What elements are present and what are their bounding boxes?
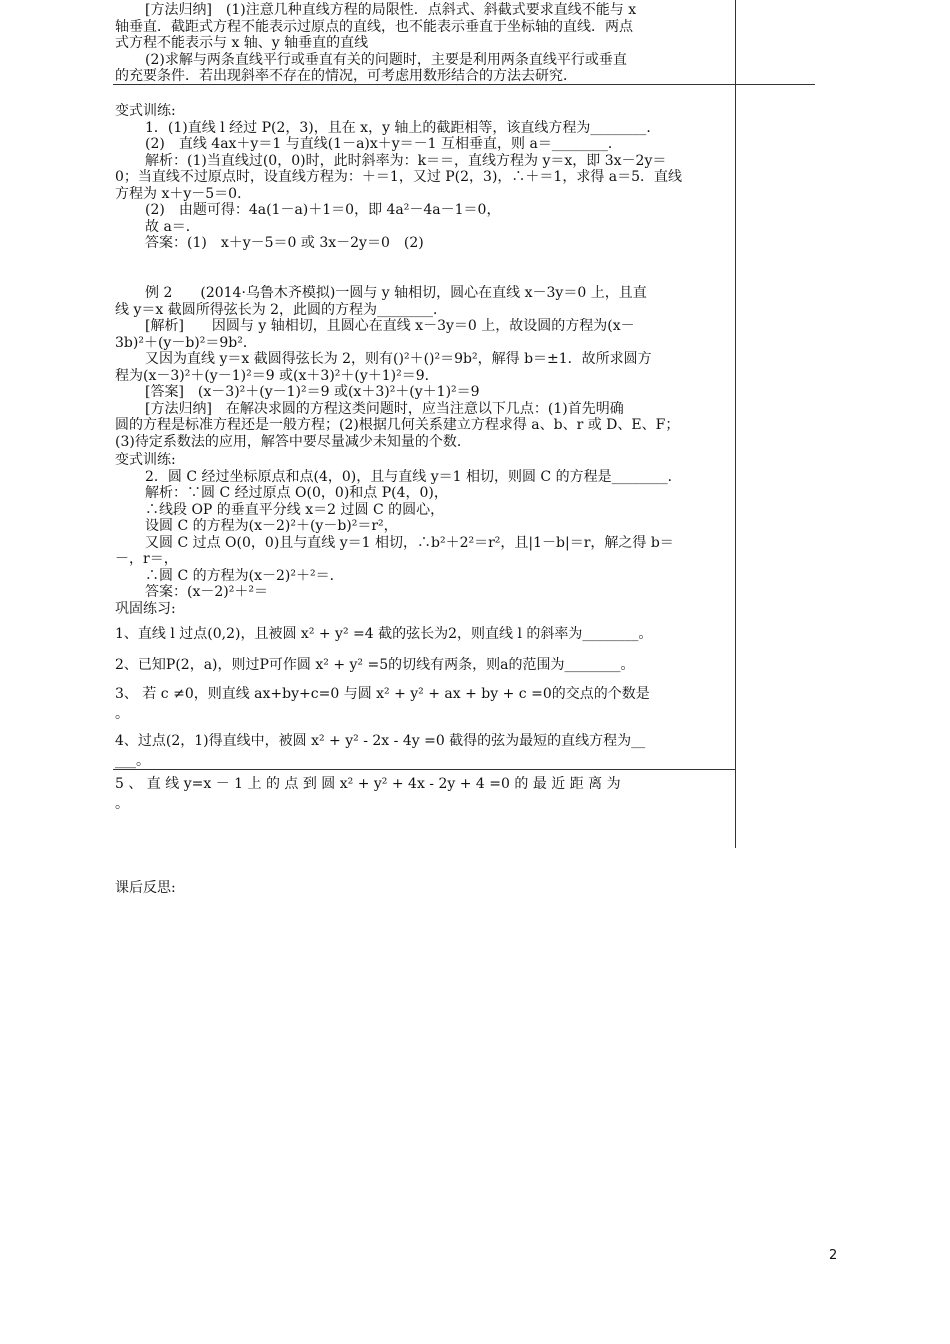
- text-line: 又因为直线 y＝x 截圆得弦长为 2，则有()²＋()²＝9b²，解得 b＝±1．故所求圆方: [145, 351, 652, 367]
- exercise-text: ___。: [115, 753, 150, 769]
- section-heading: 变式训练:: [115, 452, 176, 468]
- after-class-reflection: 课后反思:: [115, 880, 176, 896]
- text-line: (2) 直线 4ax＋y＝1 与直线(1－a)x＋y＝－1 互相垂直，则 a＝________．: [145, 136, 622, 152]
- exercise-4: [115, 731, 727, 771]
- text-line: [方法归纳] (1)注意几种直线方程的局限性．点斜式、斜截式要求直线不能与 x: [145, 2, 637, 18]
- text-line: 又圆 C 过点 O(0，0)且与直线 y＝1 相切，∴b²＋2²＝r²，且|1－b|＝r，解之得 b＝: [145, 534, 674, 551]
- text-line: －，r＝，: [115, 551, 178, 567]
- method-summary-top: [115, 2, 727, 85]
- text-line: (3)待定系数法的应用，解答中要尽量减少未知量的个数．: [115, 433, 471, 450]
- text-line: 圆的方程是标准方程还是一般方程；(2)根据几何关系建立方程求得 a、b、r 或 D、E、F；: [115, 417, 680, 433]
- text-line: [答案] (x－3)²＋(y－1)²＝9 或(x＋3)²＋(y＋1)²＝9: [145, 384, 480, 400]
- text-line: 解析：(1)当直线过(0，0)时，此时斜率为：k＝＝，直线方程为 y＝x，即 3x－2y＝: [145, 152, 667, 169]
- exercise-text: 3、 若 c ≠0，则直线 ax+by+c=0 与圆 x² + y² + ax + by + c =0的交点的个数是: [115, 686, 650, 702]
- text-line: 设圆 C 的方程为(x－2)²＋(y－b)²＝r²，: [145, 518, 398, 534]
- exercise-text: 1、直线 l 过点(0,2)，且被圆 x² + y² =4 截的弦长为2，则直线 l 的斜率为________。: [115, 626, 653, 642]
- text-line: 2．圆 C 经过坐标原点和点(4，0)，且与直线 y＝1 相切，则圆 C 的方程是________．: [145, 468, 682, 485]
- text-line: 1．(1)直线 l 经过 P(2，3)，且在 x，y 轴上的截距相等，该直线方程为________．: [145, 119, 661, 136]
- exercise-5: [115, 774, 727, 814]
- section-divider-right: [735, 84, 815, 85]
- section-divider: [113, 769, 735, 770]
- section-heading: 变式训练:: [115, 103, 176, 119]
- text-line: 例 2 (2014·乌鲁木齐模拟)一圆与 y 轴相切，圆心在直线 x－3y＝0 上，且直: [145, 285, 647, 301]
- page-number: 2: [829, 1248, 838, 1263]
- text-line: 轴垂直．截距式方程不能表示过原点的直线，也不能表示垂直于坐标轴的直线．两点: [115, 18, 633, 35]
- consolidation-heading-block: [115, 601, 727, 618]
- text-line: [方法归纳] 在解决求圆的方程这类问题时，应当注意以下几点：(1)首先明确: [145, 400, 624, 417]
- variant-training-2: [115, 452, 727, 601]
- text-line: 解析：∵圆 C 经过原点 O(0，0)和点 P(4，0)，: [145, 485, 448, 501]
- example-2: [115, 285, 727, 450]
- exercise-3: [115, 684, 727, 724]
- section-heading: 巩固练习:: [115, 601, 176, 617]
- exercise-text: 2、已知P(2，a)，则过P可作圆 x² + y² =5的切线有两条，则a的范围为________。: [115, 657, 635, 673]
- exercise-text: 。: [115, 706, 129, 722]
- text-line: 式方程不能表示与 x 轴、y 轴垂直的直线: [115, 35, 369, 51]
- exercise-2: [115, 655, 727, 675]
- text-line: 方程为 x＋y－5＝0．: [115, 185, 252, 202]
- right-margin-rule: [735, 0, 736, 848]
- exercise-text: 5 、 直 线 y=x － 1 上 的 点 到 圆 x² + y² + 4x - 2y + 4 =0 的 最 近 距 离 为: [115, 776, 621, 792]
- variant-training-1: [115, 103, 727, 252]
- text-line: 线 y＝x 截圆所得弦长为 2，此圆的方程为________．: [115, 301, 448, 318]
- text-line: (2)求解与两条直线平行或垂直有关的问题时，主要是利用两条直线平行或垂直: [145, 51, 627, 68]
- text-line: 答案：(1) x＋y－5＝0 或 3x－2y＝0 (2): [145, 235, 424, 251]
- exercise-text: 。: [115, 796, 129, 812]
- text-line: 的充要条件．若出现斜率不存在的情况，可考虑用数形结合的方法去研究．: [115, 68, 577, 84]
- text-line: 程为(x－3)²＋(y－1)²＝9 或(x＋3)²＋(y＋1)²＝9．: [115, 367, 439, 384]
- text-line: 0；当直线不过原点时，设直线方程为：＋＝1，又过 P(2，3)，∴＋＝1，求得 a＝5．直线: [115, 169, 683, 185]
- text-line: 3b)²＋(y－b)²＝9b²．: [115, 334, 257, 351]
- text-line: (2) 由题可得：4a(1－a)＋1＝0，即 4a²－4a－1＝0，: [145, 202, 501, 218]
- exercise-1: [115, 624, 727, 644]
- text-line: ∴圆 C 的方程为(x－2)²＋²＝．: [145, 567, 344, 584]
- text-line: [解析] 因圆与 y 轴相切，且圆心在直线 x－3y＝0 上，故设圆的方程为(x－: [145, 318, 635, 334]
- text-line: ∴线段 OP 的垂直平分线 x＝2 过圆 C 的圆心，: [145, 501, 445, 518]
- text-line: 故 a＝．: [145, 218, 200, 235]
- exercise-text: 4、过点(2，1)得直线中，被圆 x² + y² - 2x - 4y =0 截得的弦为最短的直线方程为__: [115, 733, 646, 749]
- text-line: 答案：(x－2)²＋²＝: [145, 584, 268, 600]
